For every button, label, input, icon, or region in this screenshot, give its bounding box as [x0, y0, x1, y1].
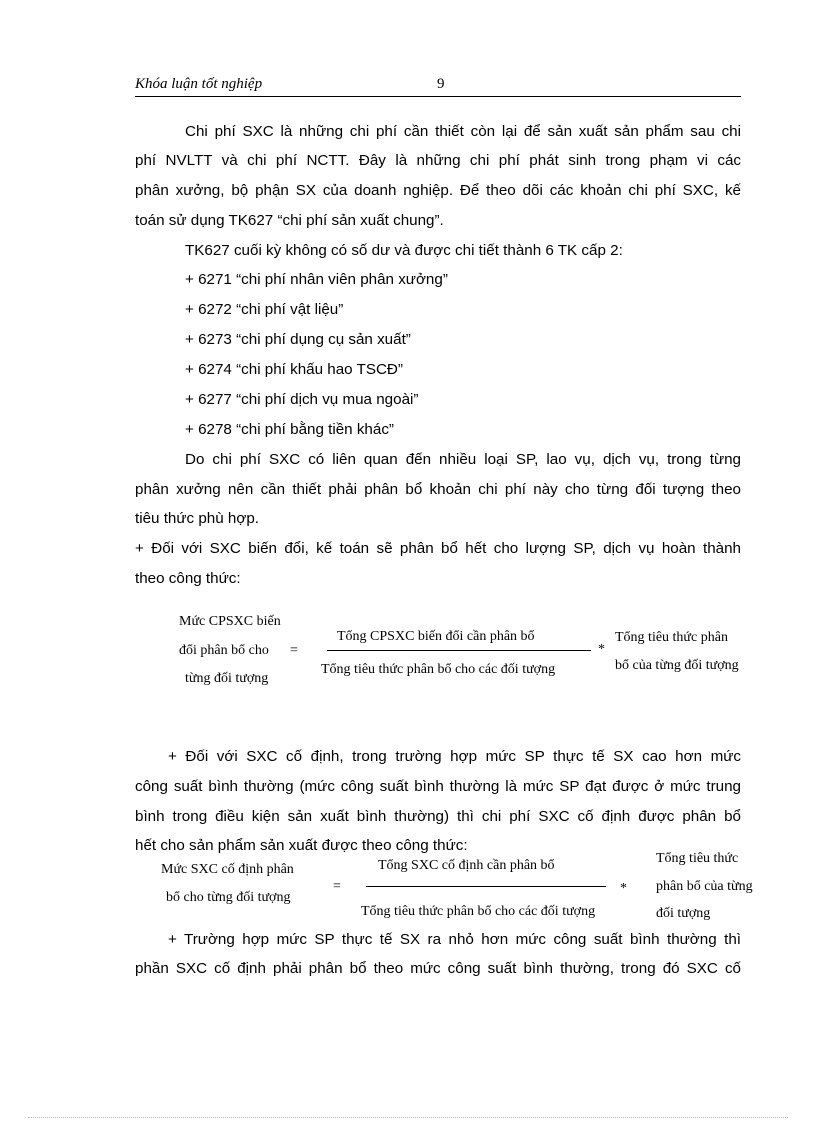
fraction-bar [327, 650, 591, 651]
body-line: TK627 cuối kỳ không có số dư và được chi tiết thành 6 TK cấp 2: [185, 242, 623, 259]
body-line: phí NVLTT và chi phí NCTT. Đây là những chi phí phát sinh trong phạm vi các [135, 152, 741, 169]
body-line: + Đối với SXC biến đổi, kế toán sẽ phân bổ hết cho lượng SP, dịch vụ hoàn thành [135, 540, 741, 557]
body-line: bình trong điều kiện sản xuất bình thường) thì chi phí SXC cố định được phân bổ [135, 808, 741, 825]
formula-rhs: bổ của từng đối tượng [615, 658, 739, 673]
list-item: + 6273 “chi phí dụng cụ sản xuất” [185, 331, 411, 348]
list-item: + 6278 “chi phí bằng tiền khác” [185, 421, 394, 438]
header-title: Khóa luận tốt nghiệp [135, 76, 263, 92]
footer-divider [28, 1117, 788, 1118]
formula-rhs: phân bổ của từng [656, 879, 753, 894]
multiply-sign: * [598, 642, 605, 657]
body-line: tiêu thức phù hợp. [135, 510, 259, 527]
body-line: Chi phí SXC là những chi phí cần thiết còn lại để sản xuất sản phẩm sau chi [185, 123, 741, 140]
formula-lhs: đổi phân bổ cho [179, 643, 269, 658]
list-item: + 6272 “chi phí vật liệu” [185, 301, 344, 318]
formula-rhs: Tổng tiêu thức phân [615, 630, 728, 645]
body-line: phần SXC cố định phải phân bổ theo mức công suất bình thường, trong đó SXC cố [135, 960, 741, 977]
body-line: theo công thức: [135, 570, 241, 587]
formula-numerator: Tổng CPSXC biến đổi cần phân bổ [337, 629, 535, 644]
equals-sign: = [333, 879, 341, 894]
body-line: toán sử dụng TK627 “chi phí sản xuất chung”. [135, 212, 444, 229]
body-line: công suất bình thường (mức công suất bình thường là mức SP đạt được ở mức trung [135, 778, 741, 795]
body-line: + Trường hợp mức SP thực tế SX ra nhỏ hơn mức công suất bình thường thì [168, 931, 741, 948]
formula-rhs: Tổng tiêu thức [656, 851, 739, 866]
formula-lhs: từng đối tượng [185, 671, 269, 686]
formula-denominator: Tổng tiêu thức phân bổ cho các đối tượng [321, 662, 556, 677]
body-line: phân xưởng nên cần thiết phải phân bổ khoản chi phí này cho từng đối tượng theo [135, 481, 741, 498]
equals-sign: = [290, 643, 298, 658]
body-line: Do chi phí SXC có liên quan đến nhiều loại SP, lao vụ, dịch vụ, trong từng [185, 451, 741, 468]
page-header [135, 76, 741, 97]
page-number: 9 [437, 76, 445, 92]
fraction-bar [366, 886, 606, 887]
formula-lhs: Mức CPSXC biến [179, 614, 281, 629]
list-item: + 6271 “chi phí nhân viên phân xưởng” [185, 271, 448, 288]
formula-lhs: Mức SXC cố định phân [161, 862, 294, 877]
multiply-sign: * [620, 881, 627, 896]
formula-lhs: bổ cho từng đối tượng [166, 890, 291, 905]
body-line: phân xưởng, bộ phận SX của doanh nghiệp. Để theo dõi các khoản chi phí SXC, kế [135, 182, 741, 199]
formula-denominator: Tổng tiêu thức phân bổ cho các đối tượng [361, 904, 596, 919]
list-item: + 6277 “chi phí dịch vụ mua ngoài” [185, 391, 419, 408]
body-line: hết cho sản phẩm sản xuất được theo công thức: [135, 837, 468, 854]
list-item: + 6274 “chi phí khấu hao TSCĐ” [185, 361, 403, 378]
body-line: + Đối với SXC cố định, trong trường hợp mức SP thực tế SX cao hơn mức [168, 748, 741, 765]
formula-numerator: Tổng SXC cố định cần phân bổ [378, 858, 555, 873]
formula-rhs: đối tượng [656, 906, 711, 921]
